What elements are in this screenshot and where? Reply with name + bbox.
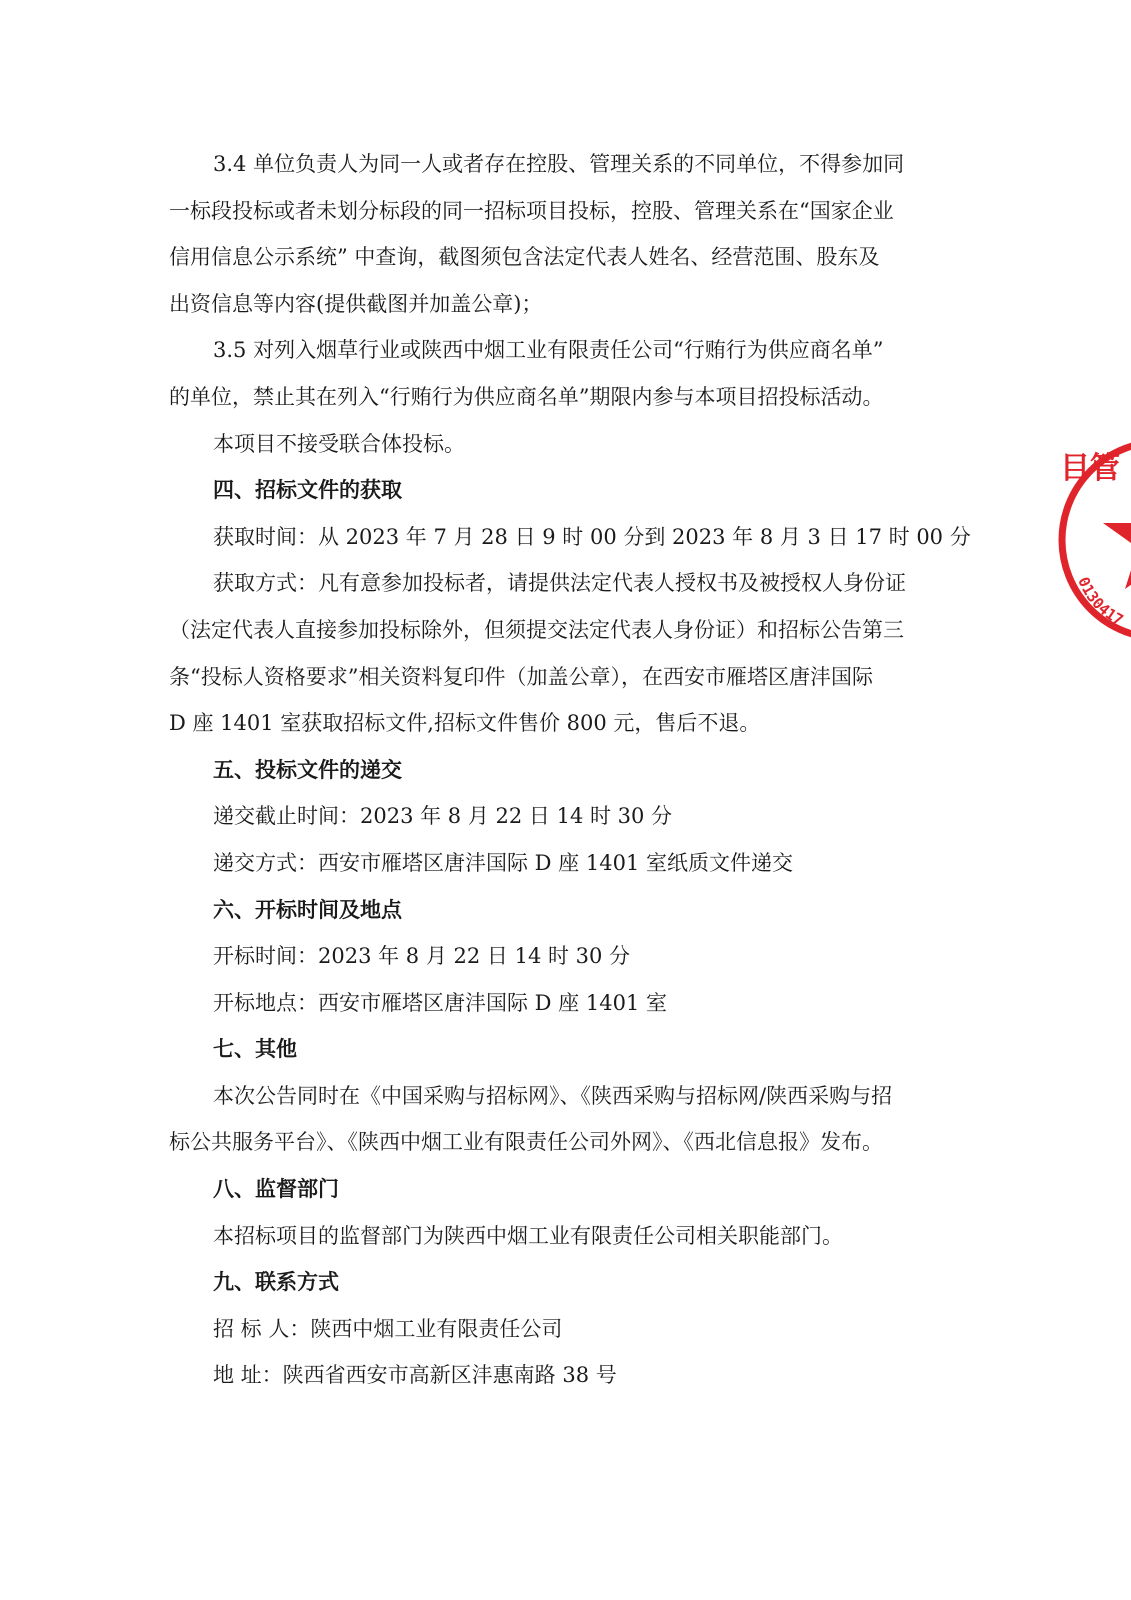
heading-text: 四、招标文件的获取 xyxy=(213,477,402,503)
section-heading xyxy=(169,1026,949,1073)
paragraph xyxy=(169,793,949,840)
paragraph xyxy=(169,980,949,1027)
paragraph xyxy=(169,933,949,980)
paragraph xyxy=(169,1213,949,1260)
paragraph xyxy=(169,840,949,887)
text-line: 获取时间：从 2023 年 7 月 28 日 9 时 00 分到 2023 年 8 月 3 日 17 时 00 分 xyxy=(213,524,971,549)
section-heading xyxy=(169,467,949,514)
text-line: 的单位，禁止其在列入“行贿行为供应商名单”期限内参与本项目招投标活动。 xyxy=(169,384,884,409)
text-line: 本次公告同时在《中国采购与招标网》、《陕西采购与招标网/陕西采购与招 xyxy=(213,1083,893,1108)
section-heading xyxy=(169,747,949,794)
seal-star xyxy=(1103,482,1131,589)
heading-text: 六、开标时间及地点 xyxy=(213,896,402,922)
section-heading xyxy=(169,887,949,934)
text-line: 开标地点：西安市雁塔区唐沣国际 D 座 1401 室 xyxy=(213,990,667,1015)
text-line: 招 标 人：陕西中烟工业有限责任公司 xyxy=(213,1316,563,1341)
paragraph xyxy=(169,514,971,561)
paragraph xyxy=(169,560,949,746)
text-line: 获取方式：凡有意参加投标者，请提供法定代表人授权书及被授权人身份证 xyxy=(213,571,906,596)
paragraph xyxy=(169,1352,949,1399)
heading-text: 八、监督部门 xyxy=(213,1176,339,1202)
text-line: 标公共服务平台》、《陕西中烟工业有限责任公司外网》、《西北信息报》发布。 xyxy=(169,1130,883,1155)
paragraph xyxy=(169,421,949,468)
section-heading xyxy=(169,1166,949,1213)
text-line: 3.4 单位负责人为同一人或者存在控股、管理关系的不同单位，不得参加同 xyxy=(213,152,905,176)
text-line: 条“投标人资格要求”相关资料复印件（加盖公章），在西安市雁塔区唐沣国际 xyxy=(169,664,873,689)
section-heading xyxy=(169,1259,949,1306)
paragraph xyxy=(169,327,949,420)
text-line: 3.5 对列入烟草行业或陕西中烟工业有限责任公司“行贿行为供应商名单” xyxy=(213,338,884,363)
official-seal xyxy=(1050,430,1131,650)
text-line: 本招标项目的监督部门为陕西中烟工业有限责任公司相关职能部门。 xyxy=(213,1223,843,1248)
paragraph xyxy=(169,141,949,327)
text-line: 递交截止时间：2023 年 8 月 22 日 14 时 30 分 xyxy=(213,804,673,829)
paragraph xyxy=(169,1306,949,1353)
text-line: D 座 1401 室获取招标文件,招标文件售价 800 元，售后不退。 xyxy=(169,711,761,736)
text-line: 出资信息等内容(提供截图并加盖公章)； xyxy=(169,291,543,316)
text-line: 本项目不接受联合体投标。 xyxy=(213,431,465,456)
text-line: 一标段投标或者未划分标段的同一招标项目投标，控股、管理关系在“国家企业 xyxy=(169,198,894,223)
text-line: 递交方式：西安市雁塔区唐沣国际 D 座 1401 室纸质文件递交 xyxy=(213,850,793,875)
paragraph xyxy=(169,1073,949,1166)
heading-text: 五、投标文件的递交 xyxy=(213,756,402,782)
seal-text: 目管 xyxy=(1060,451,1120,486)
document-body xyxy=(169,141,971,1399)
text-line: 地 址：陕西省西安市高新区沣惠南路 38 号 xyxy=(213,1363,617,1388)
text-line: 开标时间：2023 年 8 月 22 日 14 时 30 分 xyxy=(213,944,631,969)
heading-text: 七、其他 xyxy=(213,1036,297,1062)
text-line: 信用信息公示系统” 中查询，截图须包含法定代表人姓名、经营范围、股东及 xyxy=(169,245,880,270)
seal-number-path: 0130417 xyxy=(1074,574,1127,630)
text-line: （法定代表人直接参加投标除外，但须提交法定代表人身份证）和招标公告第三 xyxy=(169,617,904,642)
heading-text: 九、联系方式 xyxy=(213,1269,339,1295)
